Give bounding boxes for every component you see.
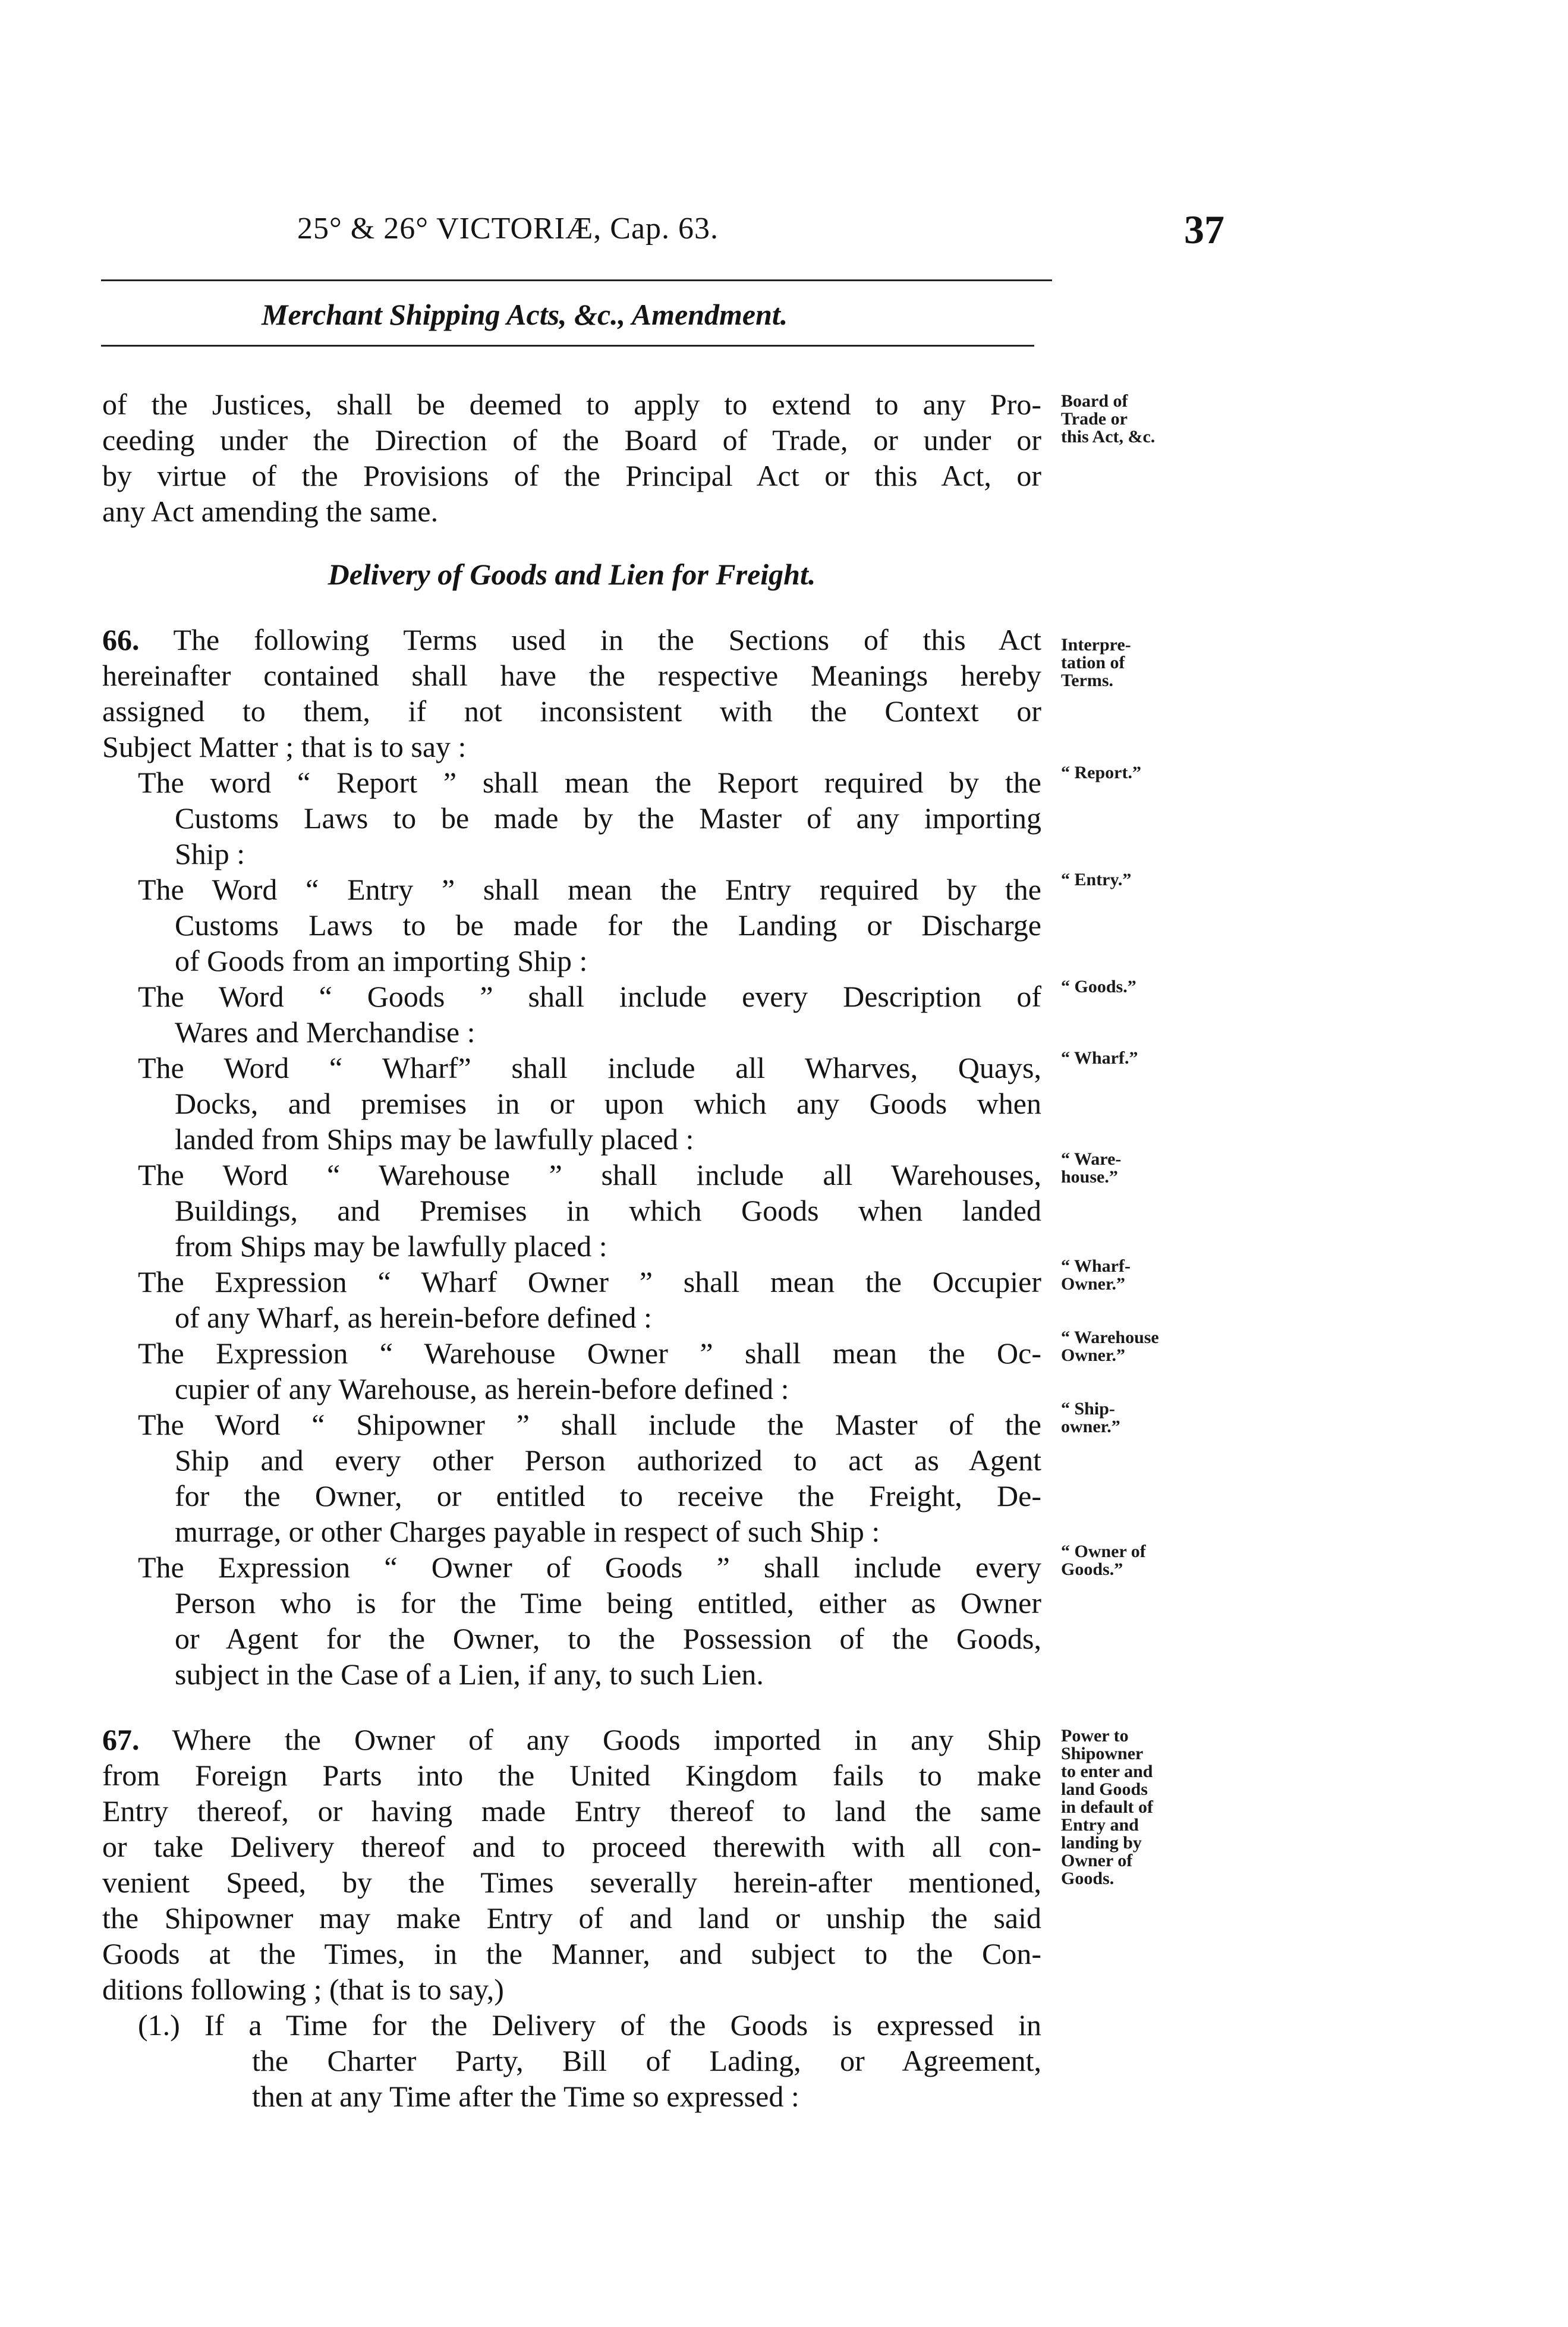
text-line: Entry thereof, or having made Entry thereof to land the same xyxy=(102,1794,1041,1828)
margin-note-board: Board of Trade or this Act, &c. xyxy=(1061,391,1155,446)
definition-line: The Word “ Entry ” shall mean the Entry required by the xyxy=(138,873,1041,906)
definition-line: of any Wharf, as herein-before defined : xyxy=(175,1301,652,1334)
definition-line: cupier of any Warehouse, as herein-before defined : xyxy=(175,1372,789,1405)
definition-line: The Expression “ Wharf Owner ” shall mean the Occupier xyxy=(138,1265,1041,1298)
margin-note-goods: “ Goods.” xyxy=(1061,977,1136,996)
definition-line: subject in the Case of a Lien, if any, to such Lien. xyxy=(175,1658,764,1691)
section-number: 66. xyxy=(102,623,140,656)
section-67 xyxy=(102,1722,1041,2114)
text-line: venient Speed, by the Times severally herein-after mentioned, xyxy=(102,1866,1041,1899)
definition-line: or Agent for the Owner, to the Possession of the Goods, xyxy=(175,1622,1041,1655)
text-line: The following Terms used in the Sections of this Act xyxy=(173,623,1041,656)
text-line: then at any Time after the Time so expressed : xyxy=(252,2080,799,2113)
act-subtitle: Merchant Shipping Acts, &c., Amendment. xyxy=(262,298,788,331)
text-line: the Shipowner may make Entry of and land or unship the said xyxy=(102,1901,1041,1935)
definition-line: Person who is for the Time being entitled, either as Owner xyxy=(175,1586,1041,1620)
definition-line: murrage, or other Charges payable in respect of such Ship : xyxy=(175,1515,880,1548)
text-line: ceeding under the Direction of the Board of Trade, or under or xyxy=(102,423,1041,457)
text-line: the Charter Party, Bill of Lading, or Agreement, xyxy=(252,2044,1041,2077)
definition-line: landed from Ships may be lawfully placed : xyxy=(175,1122,694,1156)
margin-note-wharf-owner: “ Wharf- Owner.” xyxy=(1061,1256,1131,1294)
text-line: of the Justices, shall be deemed to apply to extend to any Pro- xyxy=(102,388,1041,421)
body-text xyxy=(102,386,1041,2114)
definition-line: The Word “ Goods ” shall include every Description of xyxy=(138,980,1041,1013)
text-line: Goods at the Times, in the Manner, and subject to the Con- xyxy=(102,1937,1041,1970)
definition-line: Wares and Merchandise : xyxy=(175,1015,476,1049)
section-heading: Delivery of Goods and Lien for Freight. xyxy=(328,558,816,591)
text-line: ditions following ; (that is to say,) xyxy=(102,1973,504,2006)
definition-line: Customs Laws to be made for the Landing or Discharge xyxy=(175,908,1041,942)
margin-note-entry: “ Entry.” xyxy=(1061,870,1132,889)
text-line: Subject Matter ; that is to say : xyxy=(102,730,467,763)
definition-line: of Goods from an importing Ship : xyxy=(175,944,588,977)
text-line: Where the Owner of any Goods imported in any Ship xyxy=(172,1723,1041,1756)
text-line: If a Time for the Delivery of the Goods is expressed in xyxy=(204,2008,1041,2042)
definition-line: Ship and every other Person authorized to act as Agent xyxy=(175,1444,1041,1477)
definition-line: from Ships may be lawfully placed : xyxy=(175,1229,607,1263)
definition-line: The Word “ Wharf” shall include all Wharves, Quays, xyxy=(138,1051,1041,1084)
margin-note-wharf: “ Wharf.” xyxy=(1061,1048,1138,1068)
text-line: or take Delivery thereof and to proceed therewith with all con- xyxy=(102,1830,1041,1863)
definition-line: The Word “ Warehouse ” shall include all Warehouses, xyxy=(138,1158,1041,1191)
opening-paragraph xyxy=(102,386,1041,529)
definition-line: The Word “ Shipowner ” shall include the Master of the xyxy=(138,1408,1041,1441)
definition-line: Ship : xyxy=(175,837,245,870)
definition-line: The Expression “ Owner of Goods ” shall include every xyxy=(138,1551,1041,1584)
definition-line: for the Owner, or entitled to receive the Freight, De- xyxy=(175,1479,1041,1512)
text-line: hereinafter contained shall have the respective Meanings hereby xyxy=(102,659,1041,692)
page-number: 37 xyxy=(1184,207,1224,252)
definition-line: Customs Laws to be made by the Master of any importing xyxy=(175,801,1041,835)
section-number: 67. xyxy=(102,1723,140,1756)
text-line: any Act amending the same. xyxy=(102,495,439,528)
section-66 xyxy=(102,622,1041,1692)
margin-note-power: Power to Shipowner to enter and land Goods in default of Entry and landing by Owner of Goods. xyxy=(1061,1726,1154,1888)
text-line: from Foreign Parts into the United Kingdom fails to make xyxy=(102,1759,1041,1792)
margin-note-warehouse: “ Ware- house.” xyxy=(1061,1149,1122,1187)
definition-line: Docks, and premises in or upon which any Goods when xyxy=(175,1087,1041,1120)
margin-note-interpretation: Interpre- tation of Terms. xyxy=(1061,635,1131,690)
margin-note-shipowner: “ Ship- owner.” xyxy=(1061,1399,1120,1436)
definition-line: The word “ Report ” shall mean the Report required by the xyxy=(138,766,1041,799)
subsection-label: (1.) xyxy=(138,2008,180,2042)
text-line: by virtue of the Provisions of the Principal Act or this Act, or xyxy=(102,459,1041,492)
definition-line: Buildings, and Premises in which Goods when landed xyxy=(175,1194,1041,1227)
running-title: 25° & 26° VICTORIÆ, Cap. 63. xyxy=(297,212,719,246)
margin-note-owner-of-goods: “ Owner of Goods.” xyxy=(1061,1542,1146,1579)
margin-note-warehouse-owner: “ Warehouse Owner.” xyxy=(1061,1328,1159,1365)
definition-line: The Expression “ Warehouse Owner ” shall mean the Oc- xyxy=(138,1337,1041,1370)
text-line: assigned to them, if not inconsistent with the Context or xyxy=(102,694,1041,728)
header-rule-bottom xyxy=(101,345,1034,347)
margin-note-report: “ Report.” xyxy=(1061,763,1141,782)
header-rule-top xyxy=(101,279,1052,281)
